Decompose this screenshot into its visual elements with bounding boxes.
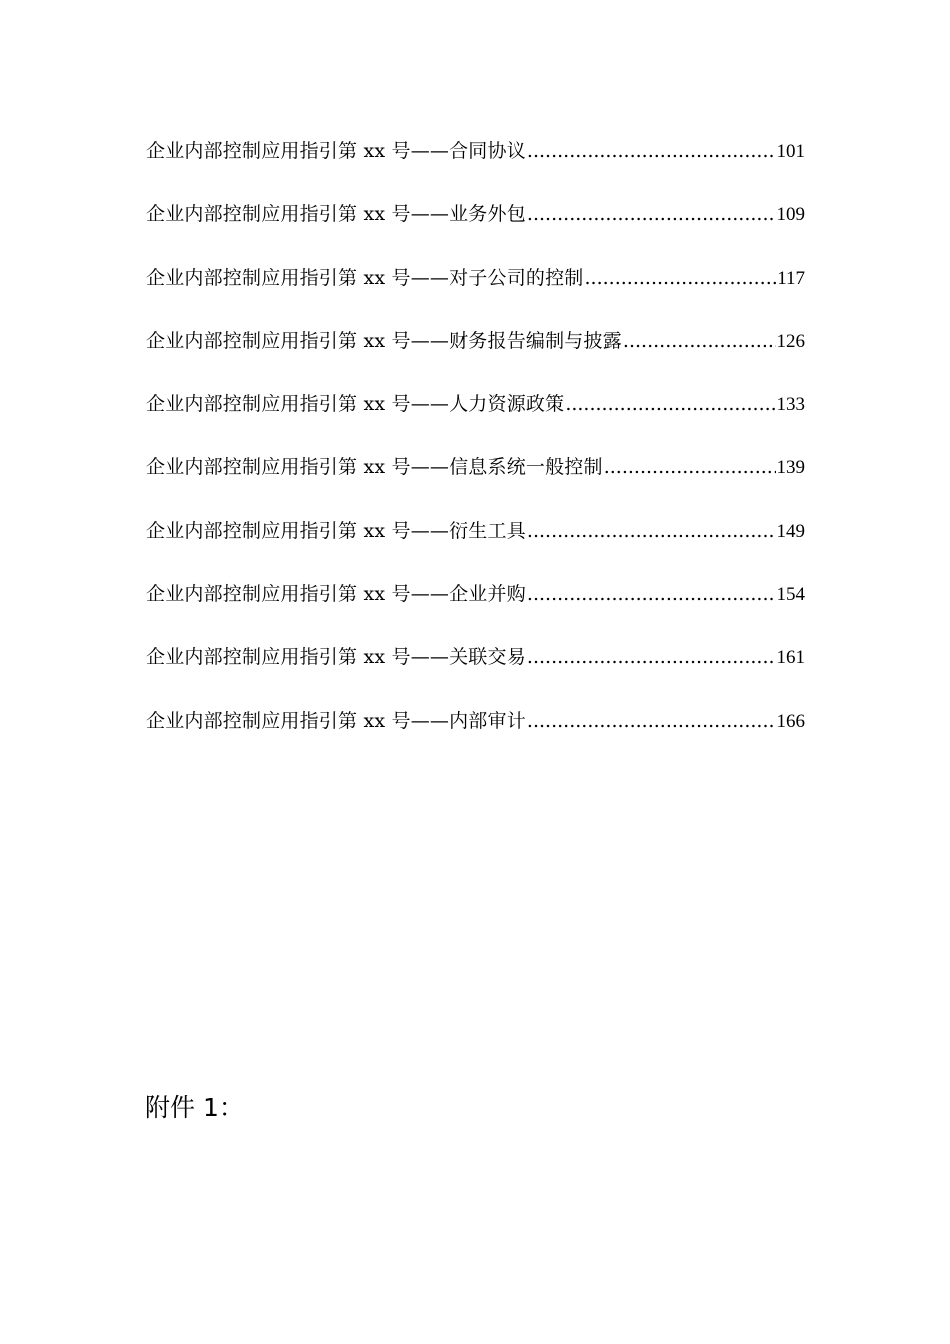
toc-entry-title: 企业内部控制应用指引第 xx 号——信息系统一般控制	[146, 456, 603, 479]
toc-dot-leader	[623, 326, 776, 356]
appendix-heading: 附件 1：	[145, 1093, 244, 1122]
toc-entry-page: 109	[776, 204, 805, 226]
toc-entry[interactable]	[146, 516, 805, 579]
toc-dot-leader	[527, 706, 776, 736]
toc-entry[interactable]	[146, 199, 805, 262]
toc-entry-page: 117	[777, 267, 805, 289]
toc-entry-page: 133	[776, 394, 805, 416]
toc-entry-page: 139	[776, 457, 805, 479]
toc-entry-title: 企业内部控制应用指引第 xx 号——业务外包	[146, 203, 526, 226]
toc-entry-title: 企业内部控制应用指引第 xx 号——合同协议	[146, 140, 526, 162]
toc-entry-title: 企业内部控制应用指引第 xx 号——内部审计	[146, 709, 526, 732]
toc-entry-title: 企业内部控制应用指引第 xx 号——衍生工具	[146, 519, 526, 542]
toc-dot-leader	[604, 452, 776, 482]
toc-dot-leader	[585, 263, 777, 293]
toc-entry-title: 企业内部控制应用指引第 xx 号——财务报告编制与披露	[146, 329, 622, 352]
toc-entry[interactable]	[146, 452, 805, 515]
toc-entry-page: 166	[776, 710, 805, 732]
toc-entry[interactable]	[146, 706, 805, 769]
toc-entry-page: 101	[776, 141, 805, 162]
toc-entry-title: 企业内部控制应用指引第 xx 号——企业并购	[146, 583, 526, 606]
toc-dot-leader	[527, 199, 776, 229]
toc-dot-leader	[527, 579, 776, 609]
toc-dot-leader	[527, 516, 776, 546]
toc-entry-page: 154	[776, 584, 805, 606]
toc-entry[interactable]	[146, 579, 805, 642]
table-of-contents	[146, 136, 805, 769]
toc-entry-page: 149	[776, 520, 805, 542]
toc-dot-leader	[565, 389, 775, 419]
toc-entry-title: 企业内部控制应用指引第 xx 号——对子公司的控制	[146, 266, 584, 289]
toc-dot-leader	[527, 136, 776, 166]
toc-dot-leader	[527, 642, 776, 672]
toc-entry[interactable]	[146, 326, 805, 389]
toc-entry-title: 企业内部控制应用指引第 xx 号——关联交易	[146, 646, 526, 669]
toc-entry[interactable]	[146, 642, 805, 705]
toc-entry-page: 161	[776, 647, 805, 669]
toc-entry-title: 企业内部控制应用指引第 xx 号——人力资源政策	[146, 393, 565, 416]
toc-entry[interactable]	[146, 263, 805, 326]
toc-entry[interactable]	[146, 136, 805, 199]
toc-entry[interactable]	[146, 389, 805, 452]
toc-entry-page: 126	[776, 330, 805, 352]
